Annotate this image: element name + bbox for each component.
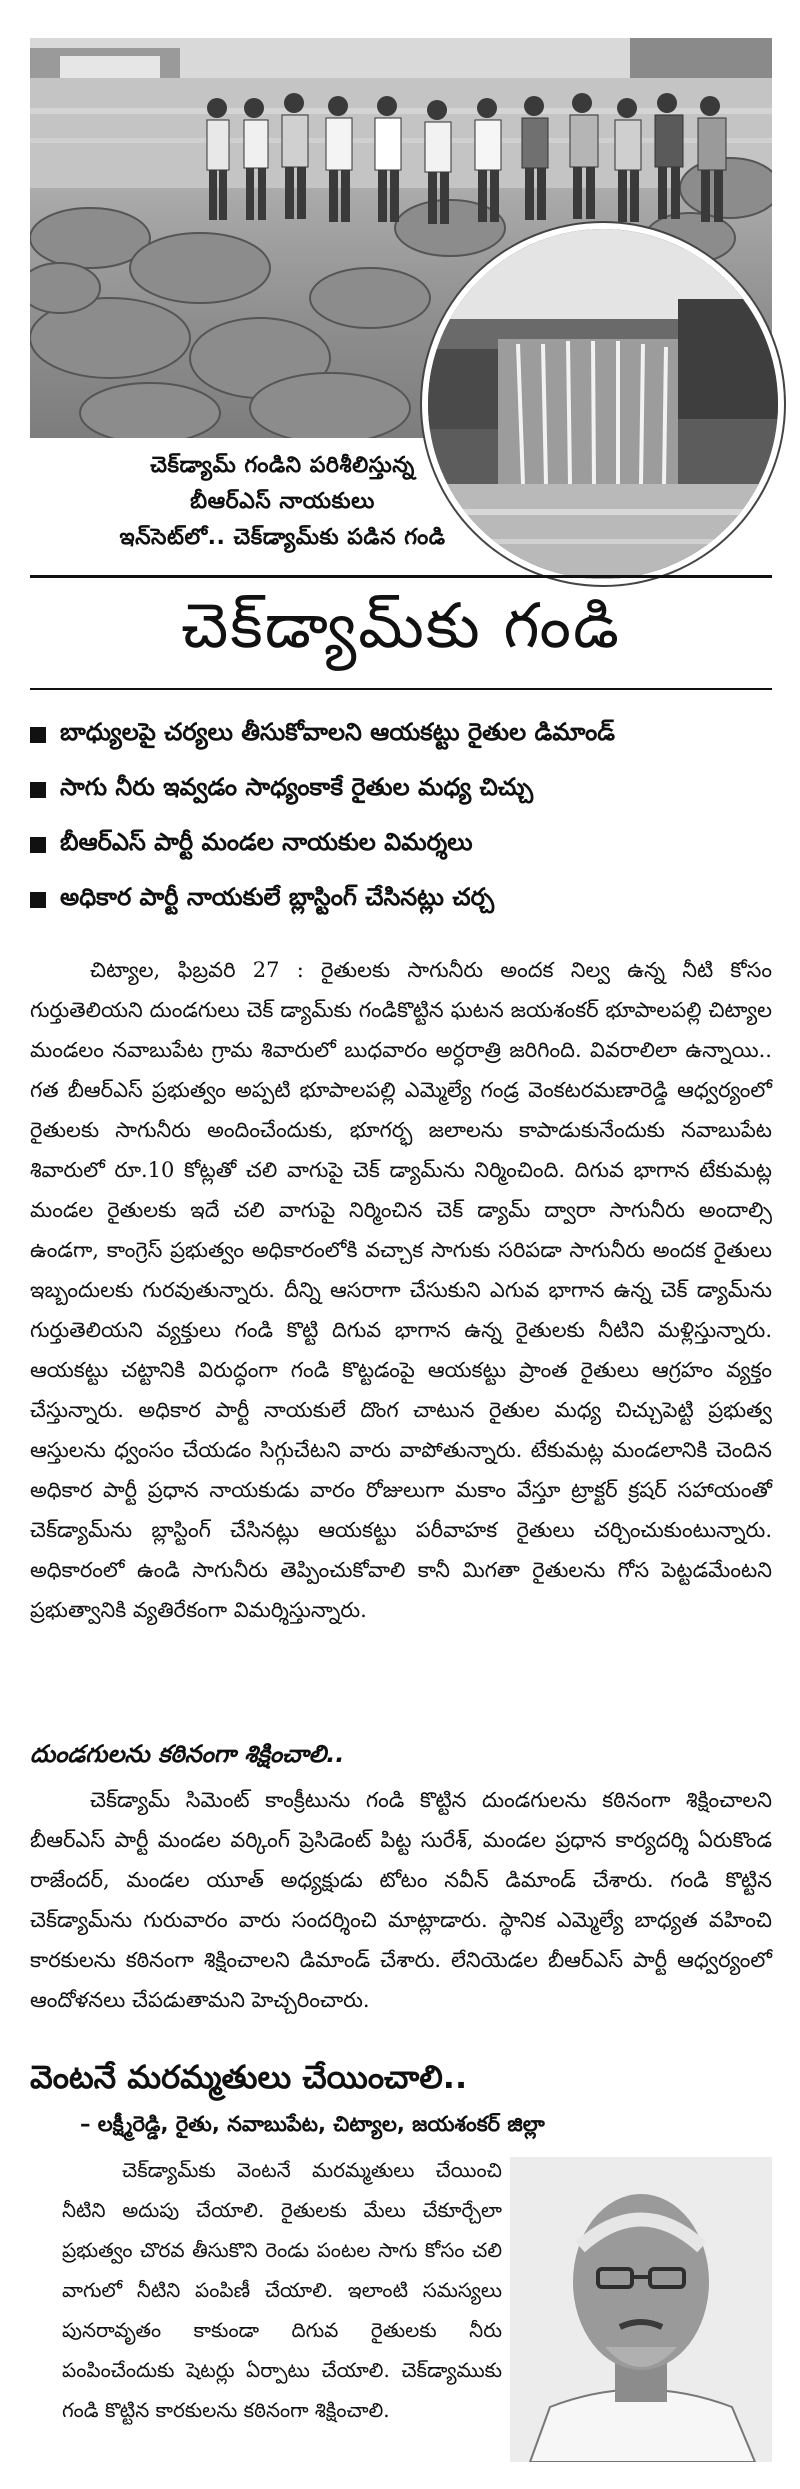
bullet-item — [30, 822, 772, 867]
bullet-text: బీఆర్‌ఎస్ పార్టీ మండల నాయకుల విమర్శలు — [60, 827, 473, 856]
farmer-quote — [62, 2150, 502, 2430]
portrait-illustration — [510, 2157, 772, 2462]
article-body-2 — [30, 1780, 772, 2020]
waterfall-illustration — [428, 229, 778, 579]
photo-area — [30, 38, 772, 568]
photo-caption — [85, 448, 480, 556]
quote-byline: – లక్ష్మీరెడ్డి, రైతు, నవాబుపేట, చిట్యాల, జయశంకర్ జిల్లా — [80, 2112, 545, 2136]
subheading-1: దుండగులను కఠినంగా శిక్షించాలి.. — [30, 1740, 345, 1768]
bullet-square-icon — [30, 837, 46, 853]
bullet-item — [30, 877, 772, 922]
subheading-2: వెంటనే మరమ్మతులు చేయించాలి.. — [30, 2058, 468, 2096]
bullet-square-icon — [30, 892, 46, 908]
headline: చెక్‌డ్యామ్‌కు గండి — [30, 575, 772, 690]
bullet-square-icon — [30, 727, 46, 743]
farmer-portrait — [510, 2157, 772, 2462]
bullet-text: అధికార పార్టీ నాయకులే బ్లాస్టింగ్ చేసినట్లు చర్చ — [60, 882, 495, 911]
quote-text: చెక్‌డ్యామ్‌కు వెంటనే మరమ్మతులు చేయించి నీటిని అదుపు చేయాలి. రైతులకు మేలు చేకూర్చేలా ప్రభుత్వం చొరవ తీసుకొని రెండు పంటల సాగు కోసం చలి వాగులో నీటిని పంపిణీ చేయాలి. ఇలాంటి సమస్యలు పునరావృతం కాకుండా దిగువ రైతులకు నీరు పంపించేందుకు షెటర్లు ఏర్పాటు చేయాలి. చెక్‌డ్యాముకు గండి కొట్టిన కారకులను కఠినంగా శిక్షించాలి. — [62, 2158, 502, 2422]
bullet-text: బాధ్యులపై చర్యలు తీసుకోవాలని ఆయకట్టు రైతుల డిమాండ్ — [60, 717, 615, 746]
caption-line-1: చెక్‌డ్యామ్ గండిని పరిశీలిస్తున్న — [150, 453, 415, 478]
article-paragraph-2: చెక్‌డ్యామ్ సిమెంట్ కాంక్రీటును గండి కొట్టిన దుండగులను కఠినంగా శిక్షించాలని బీఆర్‌ఎస్ పార్టీ మండల వర్కింగ్ ప్రెసిడెంట్ పిట్ట సురేశ్, మండల ప్రధాన కార్యదర్శి ఏరుకొండ రాజేందర్, మండల యూత్ అధ్యక్షుడు టోటం నవీన్ డిమాండ్ చేశారు. గండి కొట్టిన చెక్‌డ్యామ్‌ను గురువారం వారు సందర్శించి మాట్లాడారు. స్థానిక ఎమ్మెల్యే బాధ్యత వహించి కారకులను కఠినంగా శిక్షించాలని డిమాండ్ చేశారు. లేనియెడల బీఆర్‌ఎస్ పార్టీ ఆధ్వర్యంలో ఆందోళనలు చేపడుతామని హెచ్చరించారు. — [30, 1788, 772, 2012]
bullet-item — [30, 767, 772, 812]
bullet-list — [30, 712, 772, 932]
caption-line-2: బీఆర్‌ఎస్ నాయకులు — [190, 489, 375, 514]
article-body-1 — [30, 950, 772, 1630]
article-paragraph-1: చిట్యాల, ఫిబ్రవరి 27 : రైతులకు సాగునీరు అందక నిల్వ ఉన్న నీటి కోసం గుర్తుతెలియని దుండగులు చెక్ డ్యామ్‌కు గండికొట్టిన ఘటన జయశంకర్ భూపాలపల్లి చిట్యాల మండలం నవాబుపేట గ్రామ శివారులో బుధవారం అర్ధరాత్రి జరిగింది. వివరాలిలా ఉన్నాయి.. గత బీఆర్‌ఎస్ ప్రభుత్వం అప్పటి భూపాలపల్లి ఎమ్మెల్యే గండ్ర వెంకటరమణారెడ్డి ఆధ్వర్యంలో రైతులకు సాగునీరు అందించేందుకు, భూగర్భ జలాలను కాపాడుకునేందుకు నవాబుపేట శివారులో రూ.10 కోట్లతో చలి వాగుపై చెక్ డ్యామ్‌ను నిర్మించింది. దిగువ భాగాన టేకుమట్ల మండల రైతులకు ఇదే చలి వాగుపై నిర్మించిన చెక్ డ్యామ్ ద్వారా సాగునీరు అందాల్సి ఉండగా, కాంగ్రెస్ ప్రభుత్వం అధికారంలోకి వచ్చాక సాగుకు సరిపడా సాగునీరు అందక రైతులు ఇబ్బందులకు గురవుతున్నారు. దీన్ని ఆసరాగా చేసుకుని ఎగువ భాగాన ఉన్న చెక్ డ్యామ్‌ను గుర్తుతెలియని వ్యక్తులు గండి కొట్టి దిగువ భాగాన ఉన్న రైతులకు నీటిని మళ్లిస్తున్నారు. ఆయకట్టు చట్టానికి విరుద్ధంగా గండి కొట్టడంపై ఆయకట్టు ప్రాంత రైతులు ఆగ్రహం వ్యక్తం చేస్తున్నారు. అధికార పార్టీ నాయకులే దొంగ చాటున రైతుల మధ్య చిచ్చుపెట్టి ప్రభుత్వ ఆస్తులను ధ్వంసం చేయడం సిగ్గుచేటని వారు వాపోతున్నారు. టేకుమట్ల మండలానికి చెందిన అధికార పార్టీ ప్రధాన నాయకుడు వారం రోజులుగా మకాం వేస్తూ ట్రాక్టర్ క్రషర్ సహాయంతో చెక్‌డ్యామ్‌ను బ్లాస్టింగ్ చేసినట్లు ఆయకట్టు పరీవాహక రైతులు చర్చించుకుంటున్నారు. అధికారంలో ఉండి సాగునీరు తెప్పించుకోవాలి కానీ మిగతా రైతులను గోస పెట్టడమేంటని ప్రభుత్వానికి వ్యతిరేకంగా విమర్శిస్తున్నారు. — [30, 958, 772, 1622]
bullet-text: సాగు నీరు ఇవ్వడం సాధ్యంకాకే రైతుల మధ్య చిచ్చు — [60, 772, 534, 801]
bullet-item — [30, 712, 772, 757]
caption-line-3: ఇన్‌సెట్‌లో.. చెక్‌డ్యామ్‌కు పడిన గండి — [119, 525, 446, 550]
bullet-square-icon — [30, 782, 46, 798]
